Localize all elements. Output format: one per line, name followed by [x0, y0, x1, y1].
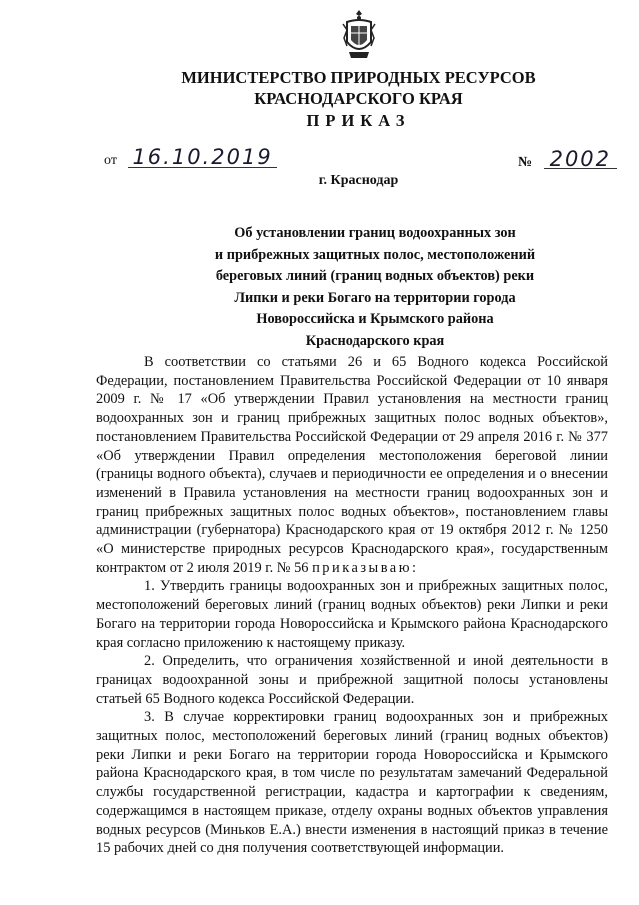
city: г. Краснодар	[318, 173, 399, 188]
document-body	[96, 353, 608, 858]
ministry-name	[0, 67, 639, 109]
ministry-line-1: МИНИСТЕРСТВО ПРИРОДНЫХ РЕСУРСОВ	[181, 68, 536, 87]
coat-of-arms-icon	[341, 8, 377, 60]
date-value: 16.10.2019	[128, 147, 276, 168]
subject-line: Новороссийска и Крымского района	[256, 311, 494, 327]
number-label: №	[518, 155, 533, 170]
number-field	[518, 147, 617, 171]
subject-line: Краснодарского края	[305, 332, 445, 349]
preamble-paragraph	[96, 353, 608, 577]
document-subject	[150, 223, 600, 352]
subject-line: Липки и реки Богаго на территории города	[234, 289, 516, 306]
item-1: 1. Утвердить границы водоохранных зон и прибрежных защитных полос, местоположений береговых линий (границ водных объектов) реки Липки и реки Богаго на территории города Новороссийска и Крымского района Краснодарского края согласно приложению к настоящему приказу.	[96, 578, 608, 651]
subject-line: Об установлении границ водоохранных зон	[234, 225, 516, 241]
date-prefix: от	[104, 153, 117, 168]
order-word: приказываю:	[312, 559, 419, 576]
ministry-line-2: КРАСНОДАРСКОГО КРАЯ	[254, 89, 463, 108]
subject-line: и прибрежных защитных полос, местоположений	[214, 246, 536, 263]
document-type: ПРИКАЗ	[306, 111, 411, 130]
subject-line: береговых линий (границ водных объектов) реки	[215, 268, 535, 284]
preamble-text: В соответствии со статьями 26 и 65 Водного кодекса Российской Федерации, постановлением Правительства Российской Федерации от 10 января 2009 г. № 17 «Об утверждении Правил установления на местности границ водоохранных зон и границ прибрежных защитных полос водных объектов», постановлением Правительства Российской Федерации от 29 апреля 2016 г. № 377 «Об утверждении Правил определения местоположения береговой линии (границы водного объекта), случаев и периодичности ее определения и о внесении изменений в Правила установления на местности границ водоохранных зон и границ прибрежных защитных полос водных объектов», постановлением главы администрации (губернатора) Краснодарского края от 19 октября 2012 г. № 1250 «О министерстве природных ресурсов Краснодарского края», государственным контрактом от 2 июля 2019 г. № 56	[96, 354, 608, 576]
number-value: 2002	[544, 150, 617, 169]
date-field	[104, 147, 277, 169]
item-2: 2. Определить, что ограничения хозяйственной и иной деятельности в границах водоохранной зоны и прибрежной защитной полосы установлены статьей 65 Водного кодекса Российской Федерации.	[96, 653, 608, 707]
item-3: 3. В случае корректировки границ водоохранных зон и прибрежных защитных полос, местоположений береговых линий (границ водных объектов) реки Липки и реки Богаго на территории города Новороссийска и Крымского района Краснодарского края, в том числе по результатам замечаний Федеральной службы государственной регистрации, кадастра и картографии к сведениям, содержащимся в настоящем приказе, отделу охраны водных объектов управления водных ресурсов (Миньков Е.А.) внести изменения в настоящий приказ в течение 15 рабочих дней со дня получения соответствующей информации.	[96, 709, 608, 857]
